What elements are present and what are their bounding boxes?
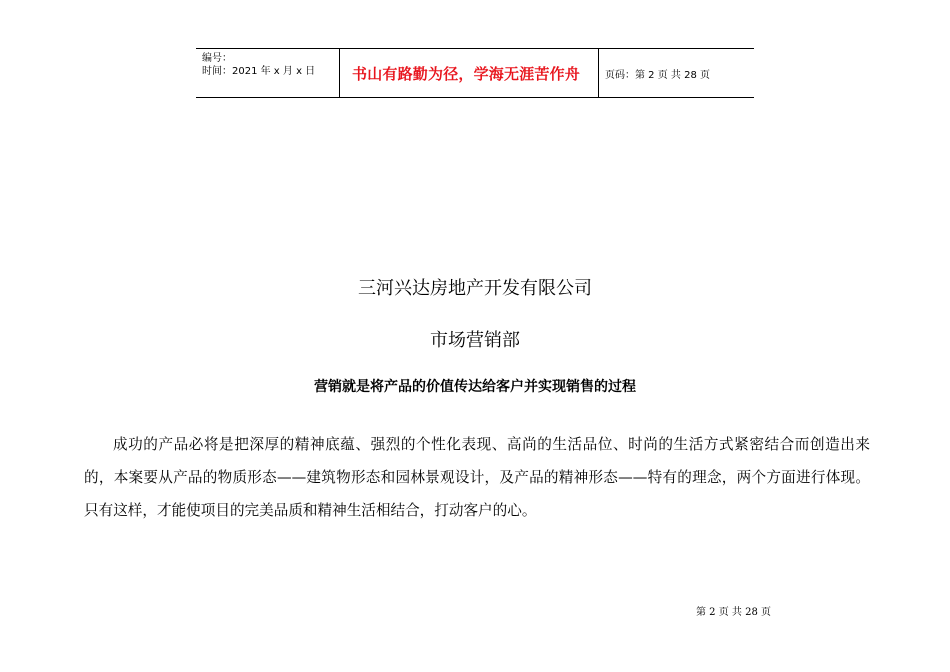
- header-info-cell: [196, 49, 339, 97]
- department-name: 市场营销部: [430, 330, 520, 351]
- document-header: [196, 48, 754, 98]
- header-page-code: 页码：第 2 页 共 28 页: [605, 70, 710, 81]
- page-footer: 第 2 页 共 28 页: [696, 607, 771, 618]
- header-page-cell: [599, 49, 754, 97]
- document-code-label: 编号：: [202, 53, 232, 64]
- company-name: 三河兴达房地产开发有限公司: [358, 278, 592, 299]
- header-motto: 书山有路勤为径，学海无涯苦作舟: [352, 65, 581, 83]
- section-heading: 营销就是将产品的价值传达给客户并实现销售的过程: [314, 379, 636, 395]
- header-motto-cell: [339, 49, 599, 97]
- body-paragraph: 成功的产品必将是把深厚的精神底蕴、强烈的个性化表现、高尚的生活品位、时尚的生活方式紧密结合而创造出来的，本案要从产品的物质形态——建筑物形态和园林景观设计，及产品的精神形态——特有的理念，两个方面进行体现。只有这样，才能使项目的完美品质和精神生活相结合，打动客户的心。: [84, 436, 870, 519]
- document-date: 时间：2021 年 x 月 x 日: [202, 66, 316, 77]
